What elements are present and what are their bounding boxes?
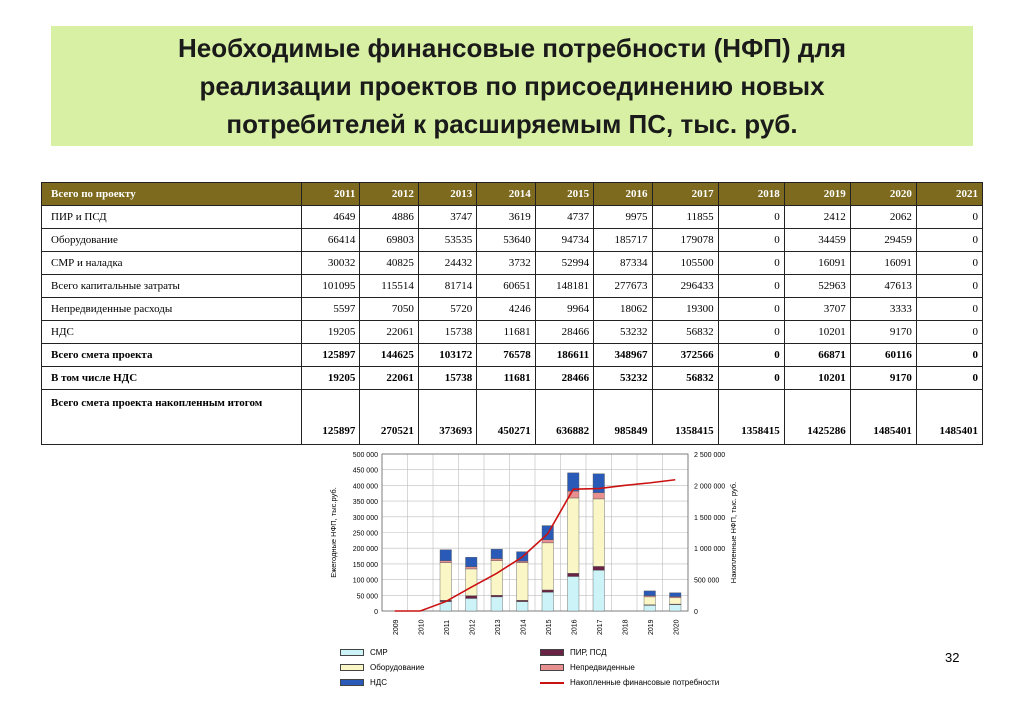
legend-label: Непредвиденные (570, 663, 635, 672)
y-tick-label: 400 000 (352, 483, 378, 491)
bar-segment (593, 566, 604, 570)
slide-title: Необходимые финансовые потребности (НФП) для реализации проектов по присоединению новых потребителей к расширяемым ПС, тыс. руб. (177, 33, 847, 139)
bar-segment (568, 498, 579, 573)
header-year: 2021 (916, 183, 982, 206)
table-cell: 10201 (784, 367, 850, 390)
table-cell: 47613 (850, 275, 916, 298)
y2-tick-label: 1 000 000 (694, 546, 726, 554)
bar-segment (491, 559, 502, 561)
table-cell: 148181 (535, 275, 593, 298)
legend-swatch (540, 664, 564, 671)
row-label: Всего смета проекта (42, 344, 302, 367)
x-tick-label: 2010 (418, 619, 426, 635)
table-cell: 56832 (652, 321, 718, 344)
table-row (42, 344, 983, 367)
table-cell: 1485401 (916, 390, 982, 445)
table-cell: 19205 (302, 367, 360, 390)
table-cell: 11681 (477, 367, 535, 390)
table-cell: 5720 (418, 298, 476, 321)
table-cell: 9170 (850, 321, 916, 344)
bar-segment (466, 567, 477, 569)
table-cell: 29459 (850, 229, 916, 252)
header-label: Всего по проекту (42, 183, 302, 206)
table-cell: 1425286 (784, 390, 850, 445)
table-cell: 11855 (652, 206, 718, 229)
legend-label: СМР (370, 648, 388, 657)
y2-tick-label: 500 000 (694, 577, 720, 585)
table-body (42, 206, 983, 445)
bar-segment (670, 598, 681, 604)
x-tick-label: 2014 (520, 619, 528, 635)
header-year: 2013 (418, 183, 476, 206)
table-cell: 28466 (535, 367, 593, 390)
table-cell: 3619 (477, 206, 535, 229)
table-row (42, 206, 983, 229)
row-label: Всего капитальные затраты (42, 275, 302, 298)
table-cell: 60116 (850, 344, 916, 367)
table-cell: 60651 (477, 275, 535, 298)
y2-tick-label: 0 (694, 609, 698, 616)
y2-tick-label: 2 000 000 (694, 483, 726, 491)
bar-segment (593, 570, 604, 611)
table-cell: 19205 (302, 321, 360, 344)
table-cell: 3707 (784, 298, 850, 321)
header-year: 2020 (850, 183, 916, 206)
x-tick-label: 2011 (443, 619, 451, 635)
table-row (42, 298, 983, 321)
bar-segment (466, 598, 477, 611)
y2-tick-label: 1 500 000 (694, 514, 726, 522)
bar-segment (568, 576, 579, 611)
bar-segment (670, 605, 681, 611)
table-cell: 5597 (302, 298, 360, 321)
y2-axis-title: Накопленные НФП, тыс. руб. (729, 481, 738, 584)
table-cell: 4649 (302, 206, 360, 229)
x-tick-label: 2018 (622, 619, 630, 635)
table-cell: 1358415 (718, 390, 784, 445)
table-cell: 125897 (302, 344, 360, 367)
table-cell: 373693 (418, 390, 476, 445)
table-cell: 0 (718, 367, 784, 390)
table-cell: 348967 (594, 344, 652, 367)
table-cell: 1485401 (850, 390, 916, 445)
table-cell: 0 (718, 321, 784, 344)
bar-segment (542, 543, 553, 590)
table-cell: 0 (718, 229, 784, 252)
table-cell: 94734 (535, 229, 593, 252)
table-cell: 144625 (360, 344, 418, 367)
legend-item (340, 678, 387, 687)
table-row (42, 229, 983, 252)
y-tick-label: 200 000 (352, 546, 378, 554)
bar-segment (440, 561, 451, 563)
table-cell: 53232 (594, 321, 652, 344)
y-tick-label: 250 000 (352, 530, 378, 538)
table-cell: 0 (916, 344, 982, 367)
title-banner (51, 26, 973, 146)
header-year: 2015 (535, 183, 593, 206)
table-cell: 52994 (535, 252, 593, 275)
table-cell: 28466 (535, 321, 593, 344)
table-cell: 87334 (594, 252, 652, 275)
table-cell: 1358415 (652, 390, 718, 445)
y-tick-label: 0 (374, 609, 378, 616)
table-cell: 185717 (594, 229, 652, 252)
legend-swatch (340, 664, 364, 671)
bar-segment (491, 549, 502, 558)
table-row (42, 390, 983, 445)
financial-table (41, 182, 983, 445)
header-year: 2017 (652, 183, 718, 206)
table-cell: 4246 (477, 298, 535, 321)
table-cell: 15738 (418, 321, 476, 344)
y-tick-label: 300 000 (352, 514, 378, 522)
legend-label: Оборудование (370, 663, 425, 672)
row-label: ПИР и ПСД (42, 206, 302, 229)
bar-segment (542, 590, 553, 592)
x-tick-label: 2019 (647, 619, 655, 635)
table-cell: 69803 (360, 229, 418, 252)
table-cell: 125897 (302, 390, 360, 445)
table-row (42, 321, 983, 344)
table-cell: 9964 (535, 298, 593, 321)
y-axis-title: Ежегодные НФП, тыс.руб. (329, 487, 338, 578)
table-cell: 53535 (418, 229, 476, 252)
table-cell: 81714 (418, 275, 476, 298)
bar-segment (542, 540, 553, 543)
page-number: 32 (945, 650, 960, 665)
table-cell: 0 (718, 298, 784, 321)
table-cell: 16091 (784, 252, 850, 275)
row-label: Непредвиденные расходы (42, 298, 302, 321)
bar-segment (466, 596, 477, 599)
bar-segment (644, 597, 655, 605)
legend-line-marker (540, 682, 564, 684)
table-cell: 101095 (302, 275, 360, 298)
table-cell: 0 (916, 252, 982, 275)
bar-segment (466, 557, 477, 566)
table-cell: 53232 (594, 367, 652, 390)
table-cell: 7050 (360, 298, 418, 321)
row-label: СМР и наладка (42, 252, 302, 275)
y-tick-label: 100 000 (352, 577, 378, 585)
bar-segment (568, 573, 579, 576)
table-cell: 2062 (850, 206, 916, 229)
table-cell: 11681 (477, 321, 535, 344)
bar-segment (466, 569, 477, 596)
table-cell: 277673 (594, 275, 652, 298)
legend-swatch (540, 649, 564, 656)
table-header-row (42, 183, 983, 206)
table-cell: 115514 (360, 275, 418, 298)
table-cell: 4737 (535, 206, 593, 229)
table-cell: 24432 (418, 252, 476, 275)
header-year: 2016 (594, 183, 652, 206)
x-tick-label: 2017 (596, 619, 604, 635)
legend-label: НДС (370, 678, 387, 687)
table-cell: 3747 (418, 206, 476, 229)
y-tick-label: 50 000 (356, 593, 378, 601)
table-cell: 2412 (784, 206, 850, 229)
x-tick-label: 2012 (469, 619, 477, 635)
table-cell: 15738 (418, 367, 476, 390)
table-cell: 296433 (652, 275, 718, 298)
table-cell: 985849 (594, 390, 652, 445)
bar-segment (491, 595, 502, 597)
table-cell: 0 (916, 298, 982, 321)
table-cell: 0 (916, 229, 982, 252)
legend-item (540, 648, 607, 657)
table-cell: 76578 (477, 344, 535, 367)
table-cell: 66871 (784, 344, 850, 367)
nfp-chart (320, 446, 740, 641)
table-cell: 19300 (652, 298, 718, 321)
bar-segment (644, 605, 655, 611)
table-cell: 3732 (477, 252, 535, 275)
table-cell: 270521 (360, 390, 418, 445)
table-cell: 16091 (850, 252, 916, 275)
header-year: 2014 (477, 183, 535, 206)
table-cell: 34459 (784, 229, 850, 252)
table-cell: 0 (718, 206, 784, 229)
table-cell: 53640 (477, 229, 535, 252)
y-tick-label: 450 000 (352, 467, 378, 475)
header-year: 2012 (360, 183, 418, 206)
x-tick-label: 2016 (571, 619, 579, 635)
row-label: В том числе НДС (42, 367, 302, 390)
legend-swatch (340, 679, 364, 686)
table-cell: 105500 (652, 252, 718, 275)
x-tick-label: 2020 (673, 619, 681, 635)
x-tick-label: 2015 (545, 619, 553, 635)
legend-item (540, 663, 635, 672)
bar-segment (593, 493, 604, 499)
bar-segment (491, 561, 502, 596)
table-cell: 0 (718, 252, 784, 275)
legend-item (340, 648, 388, 657)
table-cell: 22061 (360, 367, 418, 390)
table-cell: 3333 (850, 298, 916, 321)
table-cell: 56832 (652, 367, 718, 390)
table-cell: 18062 (594, 298, 652, 321)
table-row (42, 252, 983, 275)
bar-segment (670, 593, 681, 597)
y2-tick-label: 2 500 000 (694, 452, 726, 459)
table-cell: 186611 (535, 344, 593, 367)
row-label: Оборудование (42, 229, 302, 252)
y-tick-label: 150 000 (352, 561, 378, 569)
bar-segment (517, 561, 528, 563)
legend-item (540, 678, 719, 687)
bar-segment (593, 474, 604, 493)
table-cell: 52963 (784, 275, 850, 298)
bar-segment (440, 563, 451, 601)
y-tick-label: 350 000 (352, 499, 378, 507)
legend-label: ПИР, ПСД (570, 648, 607, 657)
legend-swatch (340, 649, 364, 656)
legend-item (340, 663, 424, 672)
table-cell: 66414 (302, 229, 360, 252)
table-cell: 30032 (302, 252, 360, 275)
table-cell: 372566 (652, 344, 718, 367)
x-tick-label: 2013 (494, 619, 502, 635)
table-row (42, 367, 983, 390)
table-cell: 450271 (477, 390, 535, 445)
bar-segment (593, 499, 604, 567)
table-cell: 9170 (850, 367, 916, 390)
x-tick-label: 2009 (392, 619, 400, 635)
table-cell: 0 (916, 275, 982, 298)
chart-legend (340, 648, 760, 693)
table-cell: 0 (916, 206, 982, 229)
table-cell: 0 (916, 367, 982, 390)
y-tick-label: 500 000 (352, 452, 378, 459)
header-year: 2018 (718, 183, 784, 206)
table-cell: 179078 (652, 229, 718, 252)
table-cell: 10201 (784, 321, 850, 344)
legend-label: Накопленные финансовые потребности (570, 678, 720, 687)
bar-segment (542, 592, 553, 611)
table-cell: 636882 (535, 390, 593, 445)
table-cell: 9975 (594, 206, 652, 229)
table-cell: 103172 (418, 344, 476, 367)
bar-segment (440, 550, 451, 561)
table-cell: 40825 (360, 252, 418, 275)
table-cell: 22061 (360, 321, 418, 344)
bar-segment (517, 563, 528, 601)
bar-segment (517, 602, 528, 611)
header-year: 2011 (302, 183, 360, 206)
row-label: НДС (42, 321, 302, 344)
bar-segment (644, 591, 655, 596)
table-cell: 0 (718, 275, 784, 298)
table-cell: 4886 (360, 206, 418, 229)
table-row (42, 275, 983, 298)
bar-segment (491, 597, 502, 611)
table-cell: 0 (718, 344, 784, 367)
table-cell: 0 (916, 321, 982, 344)
row-label: Всего смета проекта накопленным итогом (42, 390, 302, 445)
header-year: 2019 (784, 183, 850, 206)
